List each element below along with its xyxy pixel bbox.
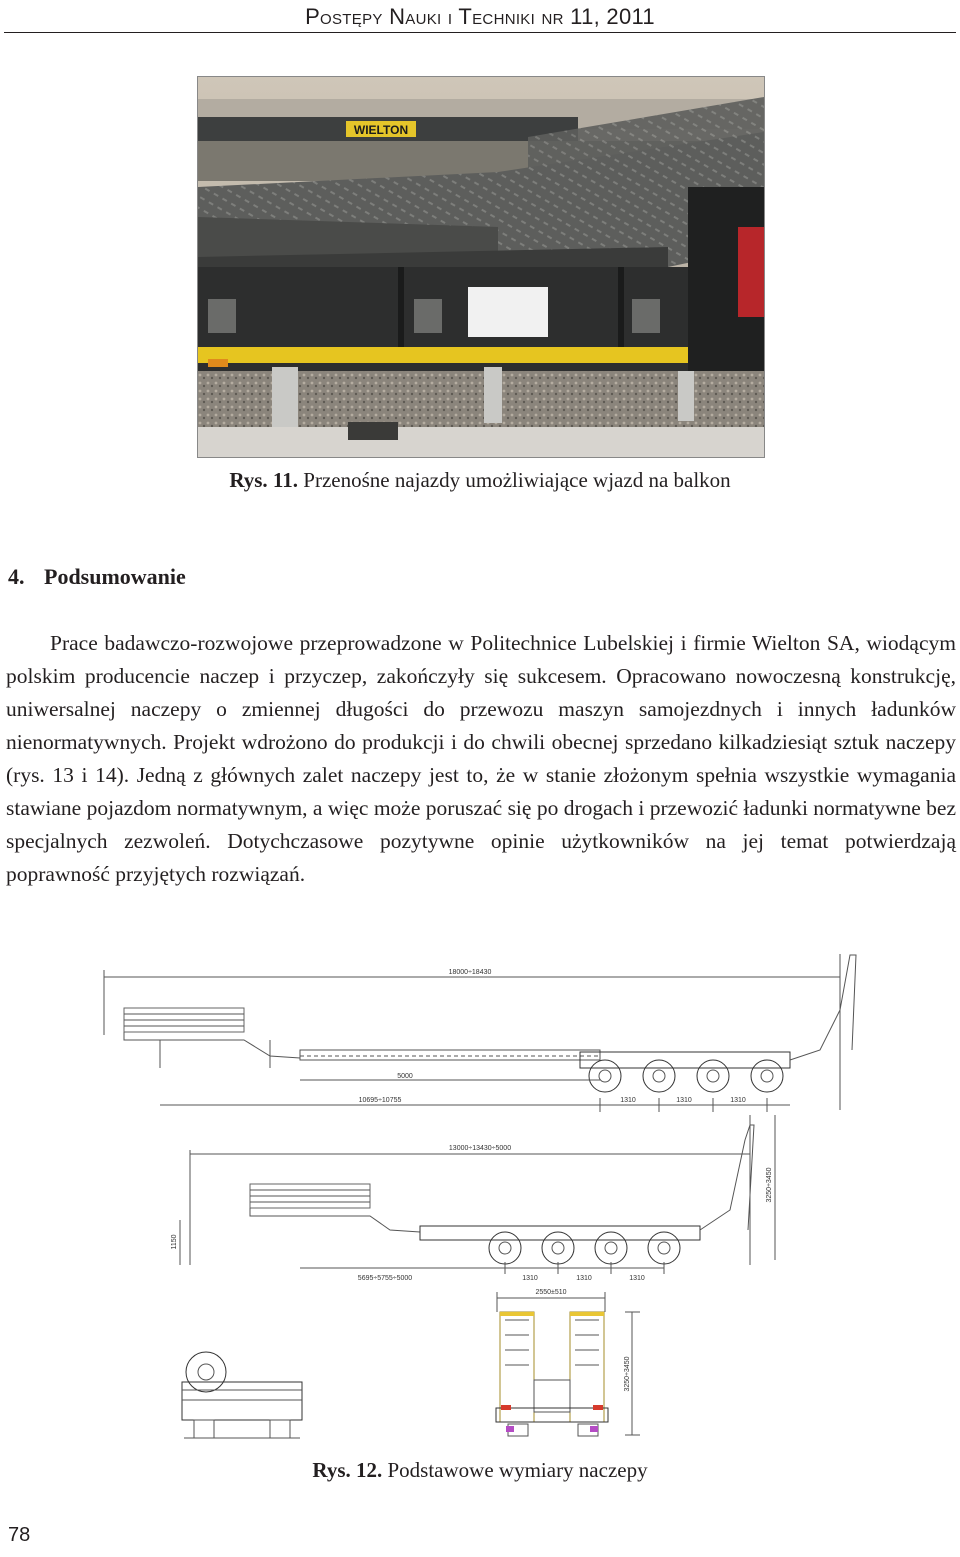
front-view: [182, 1352, 302, 1438]
summary-paragraph: Prace badawczo-rozwojowe przeprowadzone w Politechnice Lubelskiej i firmie Wielton SA, wiodącym polskim producencie naczep i przyczep, zakończyły się sukcesem. Opracowano nowoczesną konstrukcję, uniwersalnej naczepy o zmiennej długości do przewozu maszyn samojezdnych i innych ładunków nienormatywnych. Projekt wdrożono do produkcji i do chwili obecnej sprzedano kilkadziesiąt sztuk naczepy (rys. 13 i 14). Jedną z głównych zalet naczepy jest to, że w stanie złożonym spełnia wszystkie wymagania stawiane pojazdom normatywnym, a więc może poruszać się po drogach i przewozić ładunki normatywne bez specjalnych zezwoleń. Dotychczasowe pozytywne opinie użytkowników na jej temat potwierdzają poprawność przyjętych rozwiązań.: [6, 631, 956, 886]
rear-lamp-right: [593, 1405, 603, 1410]
ramp-left-stripe: [500, 1312, 534, 1316]
wielton-logo-text: WIELTON: [353, 123, 409, 137]
figure-12-caption-label: Rys. 12.: [312, 1458, 383, 1482]
dim-rear-width: 2550±510: [535, 1289, 567, 1296]
page-number: 78: [8, 1524, 31, 1546]
dim-top-base: 10695÷10755: [358, 1097, 402, 1104]
header-rule: [4, 32, 956, 33]
figure-11-caption: [0, 468, 960, 493]
dim-side-axle-1: 1310: [522, 1275, 538, 1282]
dim-top-overall: 18000÷18430: [448, 969, 492, 976]
section-title: Podsumowanie: [44, 564, 186, 589]
trailer-view-collapsed: [180, 1115, 775, 1274]
section-number: 4.: [8, 564, 25, 589]
figure-11-caption-text: Przenośne najazdy umożliwiające wjazd na balkon: [303, 468, 731, 492]
body-text: [6, 627, 956, 891]
dim-side-height-right: 3250÷3450: [766, 1167, 773, 1203]
figure-12-caption: [0, 1458, 960, 1483]
dim-top-axle-2: 1310: [676, 1097, 692, 1104]
trailer-dimension-drawing: [0, 940, 960, 1460]
ramp-right-stripe: [570, 1312, 604, 1316]
dim-top-axle-1: 1310: [620, 1097, 636, 1104]
trailer-ramp-photo: [197, 76, 765, 458]
rear-marker-left: [506, 1426, 514, 1432]
running-head: Postępy Nauki i Techniki nr 11, 2011: [305, 4, 655, 29]
figure-11-caption-label: Rys. 11.: [229, 468, 299, 492]
section-heading: [8, 564, 186, 590]
dim-rear-height: 3250÷3450: [624, 1356, 631, 1392]
dim-side-axle-2: 1310: [576, 1275, 592, 1282]
figure-12-caption-text: Podstawowe wymiary naczepy: [387, 1458, 648, 1482]
rear-lamp-left: [501, 1405, 511, 1410]
dim-side-axle-3: 1310: [629, 1275, 645, 1282]
dim-side-height-left: 1150: [171, 1234, 178, 1250]
dim-side-overall: 13000÷13430÷5000: [448, 1145, 512, 1152]
dim-top-axle-3: 1310: [730, 1097, 746, 1104]
rear-marker-right: [590, 1426, 598, 1432]
dim-side-base: 5695÷5755÷5000: [357, 1275, 413, 1282]
trailer-view-extended: [104, 954, 856, 1112]
dim-top-deck: 5000: [397, 1073, 413, 1080]
